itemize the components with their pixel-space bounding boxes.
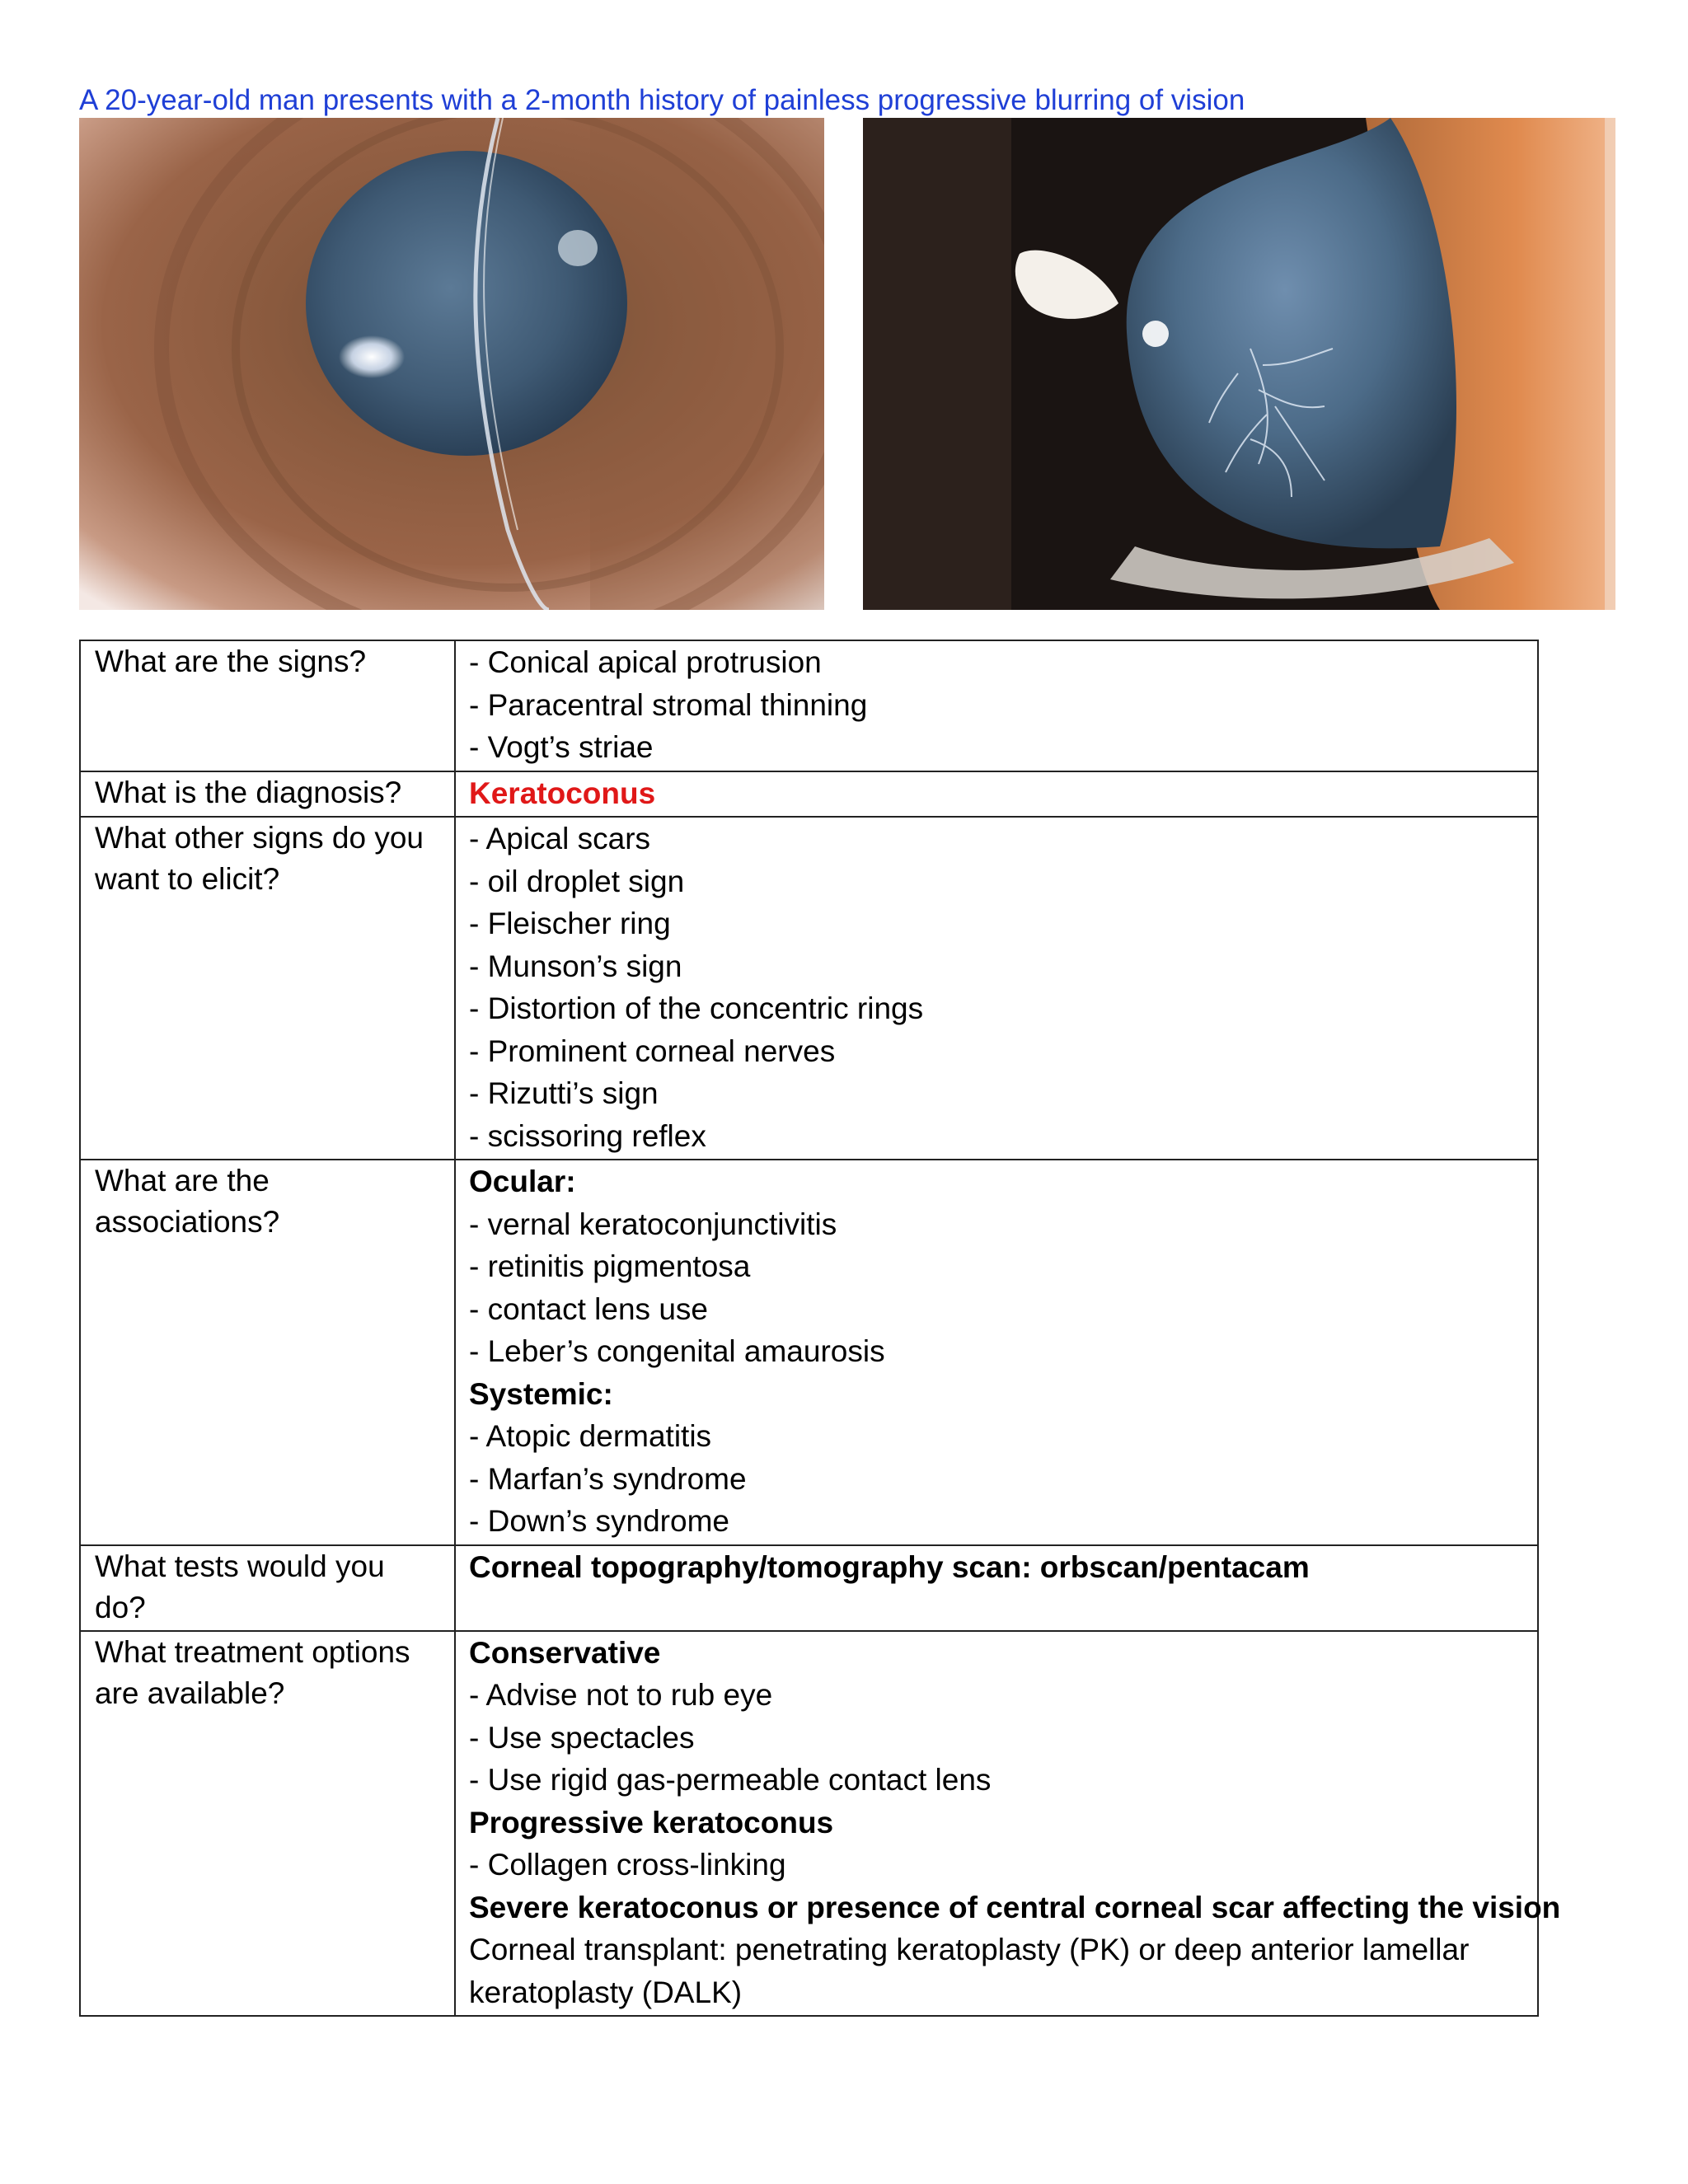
diagnosis-text: Keratoconus [469, 776, 656, 810]
answer-line: - Fleischer ring [469, 907, 671, 940]
answer-heading: Systemic: [469, 1376, 613, 1411]
answer-cell [455, 771, 1538, 818]
qa-row-what-are-the-signs [80, 640, 1538, 771]
answer-line: - Leber’s congenital amaurosis [469, 1334, 885, 1368]
answer-line: - Use rigid gas-permeable contact lens [469, 1763, 992, 1797]
answer-line: - contact lens use [469, 1291, 708, 1326]
answer-line: - retinitis pigmentosa [469, 1249, 751, 1283]
answer-line: - Distortion of the concentric rings [469, 991, 924, 1025]
qa-row-what-treatment-options-are-available [80, 1631, 1538, 2017]
answer-cell [455, 640, 1538, 771]
question-cell: What are the signs? [80, 640, 455, 771]
question-cell: What is the diagnosis? [80, 771, 455, 818]
case-qa-table [79, 640, 1561, 2017]
answer-line: - Conical apical protrusion [469, 645, 822, 679]
question-cell: What other signs do you want to elicit? [80, 817, 455, 1160]
answer-heading: Severe keratoconus or presence of central corneal scar affecting the vision [469, 1890, 1561, 1924]
eye-photo-vogt-striae [863, 118, 1615, 610]
question-cell: What treatment options are available? [80, 1631, 455, 2017]
answer-line: Corneal transplant: penetrating keratoplasty (PK) or deep anterior lamellar keratoplasty (DALK) [469, 1933, 1470, 2009]
qa-row-what-other-signs-do-you-want-to-elicit [80, 817, 1538, 1160]
answer-line: - Use spectacles [469, 1720, 695, 1755]
answer-line: - scissoring reflex [469, 1118, 706, 1153]
answer-line: - Vogt’s striae [469, 730, 654, 764]
qa-row-what-tests-would-you-do [80, 1545, 1538, 1631]
answer-cell [455, 1160, 1538, 1545]
answer-heading: Corneal topography/tomography scan: orbscan/pentacam [469, 1549, 1310, 1584]
answer-heading: Conservative [469, 1635, 661, 1670]
answer-cell [455, 1545, 1538, 1631]
answer-line: - Marfan’s syndrome [469, 1461, 747, 1496]
answer-line: - Munson’s sign [469, 949, 682, 983]
answer-cell [455, 1631, 1561, 2017]
answer-heading: Ocular: [469, 1165, 576, 1198]
answer-line: - vernal keratoconjunctivitis [469, 1207, 837, 1241]
slit-lamp-photo-right [863, 118, 1615, 610]
answer-line: - Prominent corneal nerves [469, 1033, 836, 1068]
question-cell: What tests would you do? [80, 1545, 455, 1631]
answer-heading: Progressive keratoconus [469, 1805, 834, 1840]
qa-row-what-are-the-associations [80, 1160, 1538, 1545]
case-title: A 20-year-old man presents with a 2-month history of painless progressive blurring of vision [79, 84, 1245, 116]
answer-line: - Apical scars [469, 822, 651, 855]
answer-line: - oil droplet sign [469, 864, 685, 898]
answer-line: - Advise not to rub eye [469, 1678, 773, 1712]
question-cell: What are the associations? [80, 1160, 455, 1545]
answer-line: - Paracentral stromal thinning [469, 687, 868, 722]
eye-photo-cone-profile [79, 118, 824, 610]
answer-line: - Atopic dermatitis [469, 1419, 712, 1453]
answer-line: - Rizutti’s sign [469, 1076, 659, 1110]
slit-lamp-photo-left [79, 118, 824, 610]
qa-row-what-is-the-diagnosis [80, 771, 1538, 818]
answer-line: - Down’s syndrome [469, 1504, 729, 1538]
answer-cell [455, 817, 1538, 1160]
answer-line: - Collagen cross-linking [469, 1848, 786, 1882]
